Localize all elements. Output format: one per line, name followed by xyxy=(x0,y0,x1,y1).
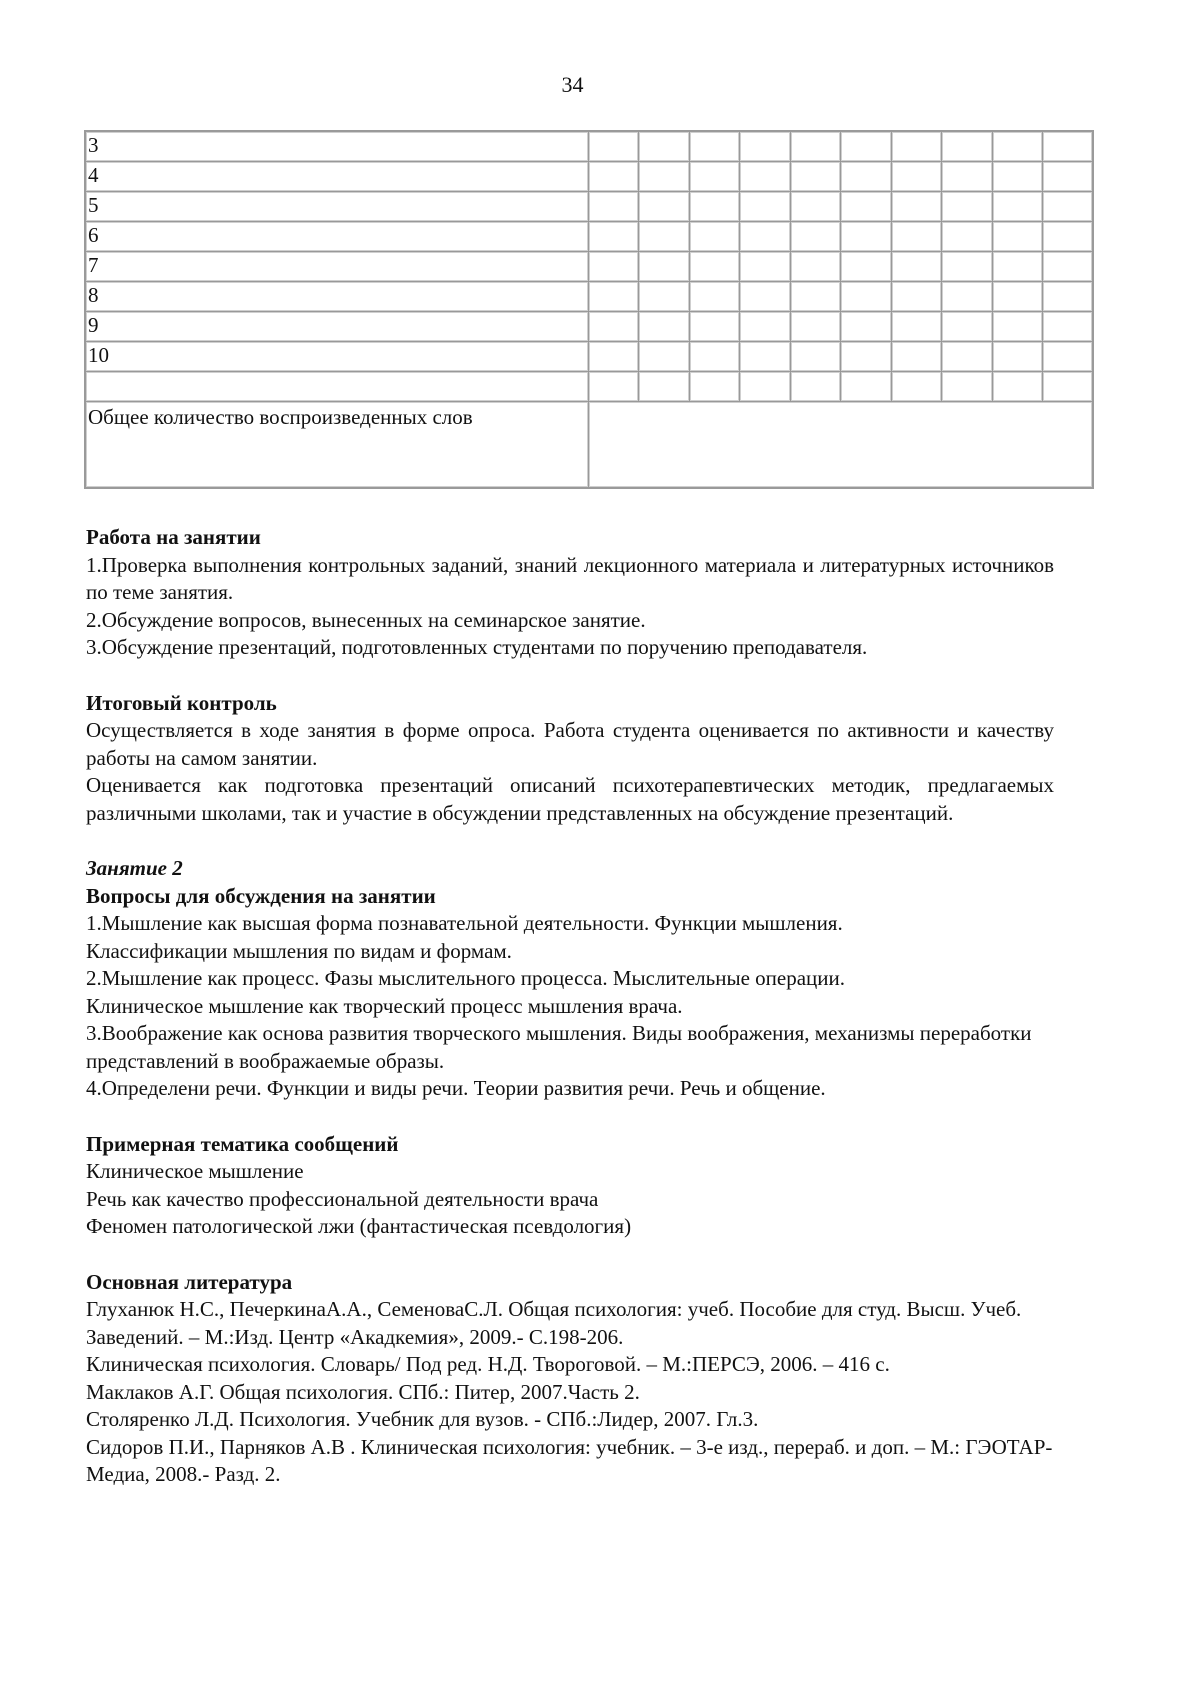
question-item: 1.Мышление как высшая форма познавательной деятельности. Функции мышления. xyxy=(86,911,843,935)
empty-cell xyxy=(639,342,689,372)
control-heading: Итоговый контроль xyxy=(86,690,277,715)
empty-cell xyxy=(992,131,1042,162)
empty-cell xyxy=(589,342,639,372)
empty-cell xyxy=(942,222,992,252)
empty-cell xyxy=(841,252,891,282)
topic-item: Феномен патологической лжи (фантастическая псевдология) xyxy=(86,1214,632,1238)
empty-cell xyxy=(1042,342,1093,372)
empty-cell xyxy=(639,312,689,342)
empty-cell xyxy=(1042,222,1093,252)
recall-table xyxy=(84,130,1094,489)
row-label: 7 xyxy=(85,252,589,282)
empty-cell xyxy=(992,312,1042,342)
empty-cell xyxy=(1042,162,1093,192)
empty-cell xyxy=(740,162,790,192)
empty-cell xyxy=(589,162,639,192)
empty-cell xyxy=(589,252,639,282)
empty-cell xyxy=(841,192,891,222)
total-row xyxy=(85,402,1093,489)
empty-cell xyxy=(740,131,790,162)
empty-cell xyxy=(992,192,1042,222)
control-paragraph: Осуществляется в ходе занятия в форме опроса. Работа студента оценивается по активности и качеству работы на самом занятии. xyxy=(86,718,1054,770)
empty-cell xyxy=(639,192,689,222)
empty-cell xyxy=(891,372,941,402)
row-label: 8 xyxy=(85,282,589,312)
empty-cell xyxy=(790,282,840,312)
table-row xyxy=(85,192,1093,222)
empty-cell xyxy=(992,222,1042,252)
literature-item: Сидоров П.И., Парняков А.В . Клиническая психология: учебник. – 3-е изд., перераб. и доп. – М.: ГЭОТАР-Медиа, 2008.- Разд. 2. xyxy=(86,1434,1053,1486)
empty-cell xyxy=(942,372,992,402)
literature-item: Глуханюк Н.С., ПечеркинаА.А., СеменоваС.Л. Общая психология: учеб. Пособие для студ. Высш. Учеб. Заведений. – М.:Изд. Центр «Акадкемия», 2009.- С.198-206. xyxy=(86,1297,1022,1349)
empty-cell xyxy=(891,192,941,222)
empty-cell xyxy=(740,252,790,282)
empty-cell xyxy=(992,252,1042,282)
row-label: 5 xyxy=(85,192,589,222)
row-label: 4 xyxy=(85,162,589,192)
empty-cell xyxy=(1042,282,1093,312)
row-label: 3 xyxy=(85,131,589,162)
question-item: Классификации мышления по видам и формам. xyxy=(86,938,512,963)
empty-cell xyxy=(891,282,941,312)
table-row xyxy=(85,162,1093,192)
empty-cell xyxy=(891,342,941,372)
empty-cell xyxy=(942,342,992,372)
empty-cell xyxy=(1042,131,1093,162)
empty-cell xyxy=(942,192,992,222)
empty-cell xyxy=(992,282,1042,312)
question-item: 4.Определени речи. Функции и виды речи. Теории развития речи. Речь и общение. xyxy=(86,1076,826,1100)
empty-cell xyxy=(790,342,840,372)
empty-cell xyxy=(891,222,941,252)
empty-cell xyxy=(790,312,840,342)
empty-cell xyxy=(689,342,739,372)
topic-item: Речь как качество профессиональной деятельности врача xyxy=(86,1186,599,1211)
empty-cell xyxy=(689,312,739,342)
empty-cell xyxy=(589,222,639,252)
empty-cell xyxy=(891,252,941,282)
empty-cell xyxy=(992,162,1042,192)
literature-heading: Основная литература xyxy=(86,1269,293,1294)
empty-cell xyxy=(1042,252,1093,282)
empty-cell xyxy=(942,282,992,312)
row-label: 6 xyxy=(85,222,589,252)
empty-cell xyxy=(589,192,639,222)
empty-cell xyxy=(790,372,840,402)
empty-cell xyxy=(639,131,689,162)
empty-cell xyxy=(689,222,739,252)
empty-cell xyxy=(992,372,1042,402)
empty-cell xyxy=(740,342,790,372)
work-item: 1.Проверка выполнения контрольных заданий, знаний лекционного материала и литературных источников по теме занятия. xyxy=(86,552,1054,604)
empty-cell xyxy=(740,372,790,402)
control-paragraph: Оценивается как подготовка презентаций описаний психотерапевтических методик, предлагаемых различными школами, так и участие в обсуждении представленных на обсуждение презентаций. xyxy=(86,773,1054,825)
row-label: 9 xyxy=(85,312,589,342)
literature-item: Столяренко Л.Д. Психология. Учебник для вузов. - СПб.:Лидер, 2007. Гл.3. xyxy=(86,1407,759,1431)
empty-cell xyxy=(689,192,739,222)
empty-cell xyxy=(841,222,891,252)
empty-cell xyxy=(992,342,1042,372)
empty-cell xyxy=(942,131,992,162)
empty-cell xyxy=(841,162,891,192)
empty-cell xyxy=(639,372,689,402)
empty-cell xyxy=(740,192,790,222)
empty-cell xyxy=(1042,312,1093,342)
empty-cell xyxy=(589,372,639,402)
table-row xyxy=(85,342,1093,372)
empty-cell xyxy=(639,282,689,312)
empty-cell xyxy=(790,162,840,192)
empty-cell xyxy=(942,312,992,342)
question-item: 2.Мышление как процесс. Фазы мыслительного процесса. Мыслительные операции. xyxy=(86,966,845,990)
empty-cell xyxy=(790,252,840,282)
total-label: Общее количество воспроизведенных слов xyxy=(85,402,589,489)
table-row xyxy=(85,222,1093,252)
question-item: 3.Воображение как основа развития творческого мышления. Виды воображения, механизмы переработки представлений в воображаемые образы. xyxy=(86,1021,1032,1073)
page-content xyxy=(86,524,1054,1489)
empty-cell xyxy=(689,252,739,282)
table-row xyxy=(85,131,1093,162)
empty-cell xyxy=(1042,192,1093,222)
empty-cell xyxy=(841,282,891,312)
empty-cell xyxy=(790,131,840,162)
work-item: 3.Обсуждение презентаций, подготовленных студентами по поручению преподавателя. xyxy=(86,635,868,659)
empty-cell xyxy=(589,312,639,342)
empty-cell xyxy=(740,282,790,312)
empty-cell xyxy=(841,312,891,342)
literature-item: Маклаков А.Г. Общая психология. СПб.: Питер, 2007.Часть 2. xyxy=(86,1379,640,1404)
empty-cell xyxy=(891,131,941,162)
empty-cell xyxy=(942,162,992,192)
work-item: 2.Обсуждение вопросов, вынесенных на семинарское занятие. xyxy=(86,607,646,632)
empty-cell xyxy=(689,162,739,192)
empty-cell xyxy=(891,162,941,192)
empty-cell xyxy=(639,222,689,252)
empty-cell xyxy=(589,131,639,162)
empty-cell xyxy=(740,312,790,342)
empty-cell xyxy=(1042,372,1093,402)
literature-item: Клиническая психология. Словарь/ Под ред. Н.Д. Твороговой. – М.:ПЕРСЭ, 2006. – 416 с. xyxy=(86,1352,890,1376)
empty-cell xyxy=(689,372,739,402)
empty-cell xyxy=(740,222,790,252)
table-row xyxy=(85,372,1093,402)
table-row xyxy=(85,252,1093,282)
table-row xyxy=(85,312,1093,342)
topic-item: Клиническое мышление xyxy=(86,1159,304,1183)
row-label: 10 xyxy=(85,342,589,372)
empty-cell xyxy=(841,131,891,162)
work-heading: Работа на занятии xyxy=(86,525,261,549)
empty-cell xyxy=(689,131,739,162)
question-item: Клиническое мышление как творческий процесс мышления врача. xyxy=(86,993,683,1018)
row-label xyxy=(85,372,589,402)
empty-cell xyxy=(841,342,891,372)
empty-cell xyxy=(790,222,840,252)
empty-cell xyxy=(589,282,639,312)
empty-cell xyxy=(790,192,840,222)
questions-heading: Вопросы для обсуждения на занятии xyxy=(86,883,436,908)
table-row xyxy=(85,282,1093,312)
empty-cell xyxy=(639,162,689,192)
empty-cell xyxy=(841,372,891,402)
empty-cell xyxy=(689,282,739,312)
page-number: 34 xyxy=(561,72,584,97)
empty-cell xyxy=(891,312,941,342)
lesson-title: Занятие 2 xyxy=(86,856,183,880)
total-value-cell xyxy=(589,402,1094,489)
empty-cell xyxy=(639,252,689,282)
topics-heading: Примерная тематика сообщений xyxy=(86,1131,399,1156)
empty-cell xyxy=(942,252,992,282)
